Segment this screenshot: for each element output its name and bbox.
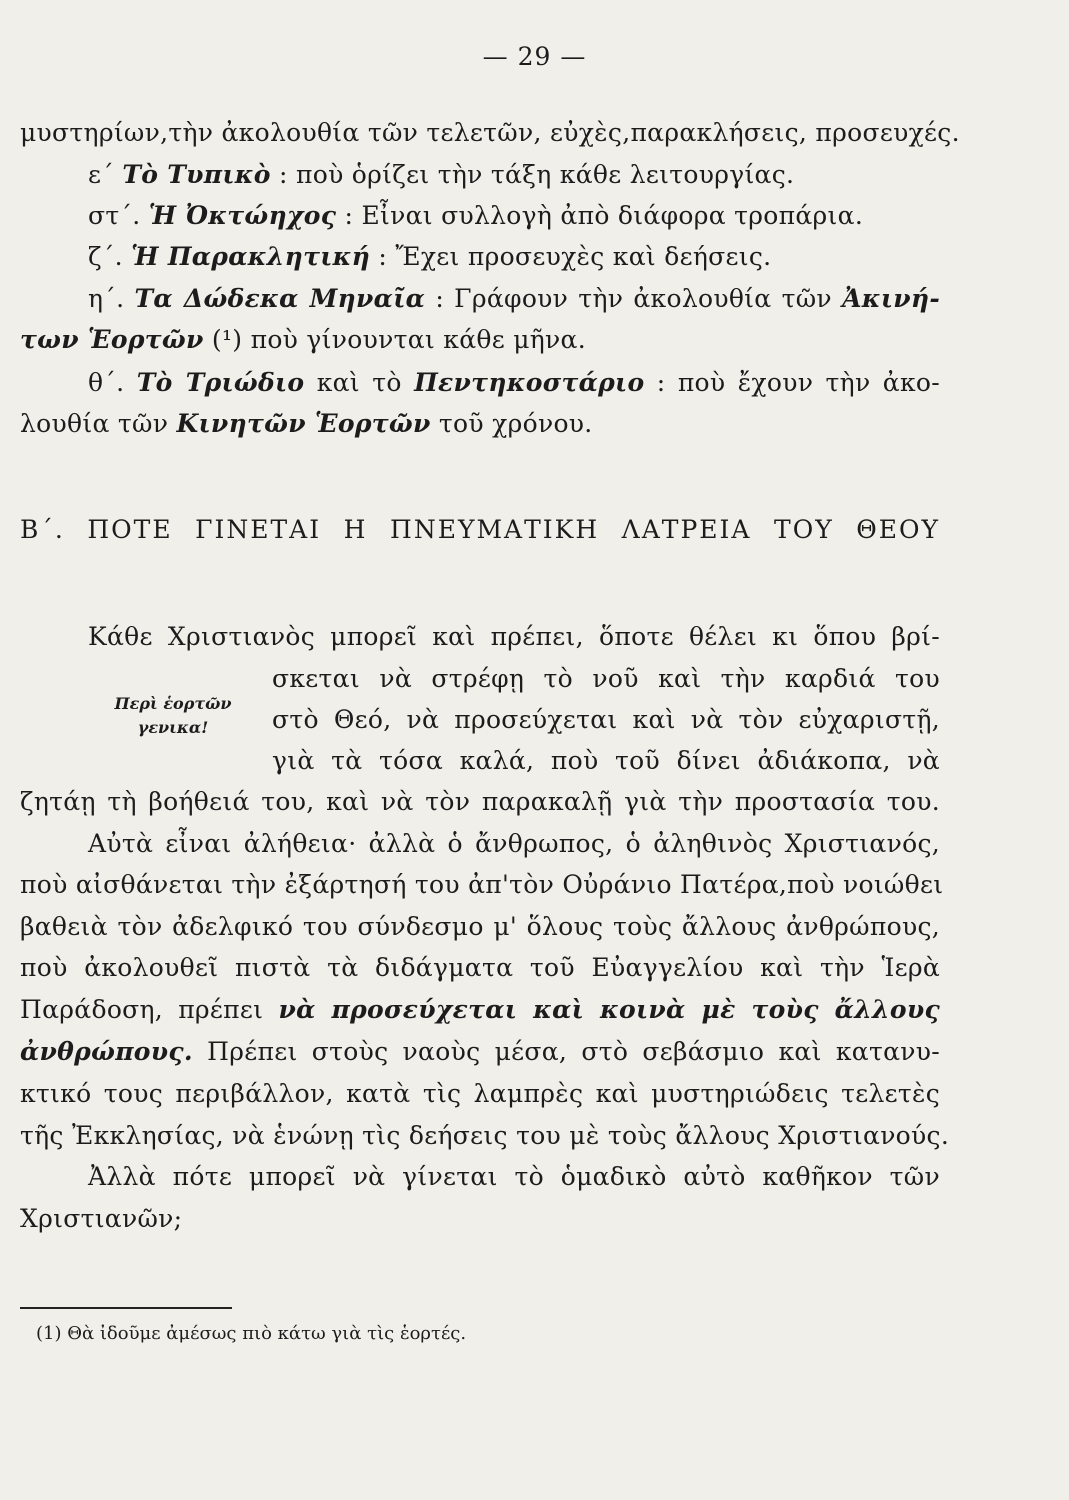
list-item-z: [88, 242, 771, 272]
paragraph-line: γιὰ τὰ τόσα καλά, ποὺ τοῦ δίνει ἀδιάκοπα, νὰ: [272, 746, 940, 775]
book-title: Κινητῶν Ἑορτῶν: [176, 409, 431, 438]
item-text: : ποὺ ἔχουν τὴν ἀκο-: [656, 368, 940, 397]
item-text: (¹) ποὺ γίνουνται κάθε μῆνα.: [211, 325, 586, 354]
margin-note-line: Περὶ ἑορτῶν: [114, 694, 232, 713]
item-marker: ζ΄.: [88, 242, 123, 271]
paragraph-line: βαθειὰ τὸν ἀδελφικό του σύνδεσμο μ' ὅλους τοὺς ἄλλους ἀνθρώπους,: [20, 912, 940, 941]
item-marker: ε΄: [88, 160, 115, 189]
emphasis-text: ἀνθρώπους.: [20, 1037, 193, 1066]
item-text: : Γράφουν τὴν ἀκολουθία τῶν: [435, 284, 832, 313]
book-title: Ἡ Παρακλητική: [131, 242, 371, 271]
list-item-h-cont: [20, 325, 586, 355]
book-title: Πεντηκοστάριο: [414, 368, 645, 397]
paragraph-line: Ἀλλὰ πότε μπορεῖ νὰ γίνεται τὸ ὁμαδικὸ αὐτὸ καθῆκον τῶν: [88, 1162, 940, 1191]
paragraph-line: ζητάῃ τὴ βοήθειά του, καὶ νὰ τὸν παρακαλῇ γιὰ τὴν προστασία του.: [20, 787, 940, 816]
paragraph-line: [20, 995, 940, 1025]
section-heading: Β΄. ΠΟΤΕ ΓΙΝΕΤΑΙ Η ΠΝΕΥΜΑΤΙΚΗ ΛΑΤΡΕΙΑ ΤΟΥ ΘΕΟΥ: [20, 515, 940, 544]
item-marker: θ΄.: [88, 368, 125, 397]
paragraph-line: ποὺ αἰσθάνεται τὴν ἐξάρτησή του ἀπ'τὸν Οὐράνιο Πατέρα,ποὺ νοιώθει: [20, 870, 944, 899]
paragraph-line: τῆς Ἐκκλησίας, νὰ ἑνώνῃ τὶς δεήσεις του μὲ τοὺς ἄλλους Χριστιανούς.: [20, 1121, 950, 1150]
footnote-rule: [20, 1307, 232, 1309]
paragraph-line: ποὺ ἀκολουθεῖ πιστὰ τὰ διδάγματα τοῦ Εὐαγγελίου καὶ τὴν Ἱερὰ: [20, 953, 940, 982]
paragraph-line: στὸ Θεό, νὰ προσεύχεται καὶ νὰ τὸν εὐχαριστῇ,: [272, 705, 940, 734]
paragraph-line: Αὐτὰ εἶναι ἀλήθεια· ἀλλὰ ὁ ἄνθρωπος, ὁ ἀληθινὸς Χριστιανός,: [88, 829, 940, 858]
list-line-continuation: μυστηρίων,τὴν ἀκολουθία τῶν τελετῶν, εὐχὲς,παρακλήσεις, προσευχές.: [20, 118, 960, 147]
paragraph-line: Χριστιανῶν;: [20, 1204, 183, 1233]
book-title: Τὸ Τυπικὸ: [122, 160, 271, 189]
item-text: τοῦ χρόνου.: [438, 409, 593, 438]
item-text: : Εἶναι συλλογὴ ἀπὸ διάφορα τροπάρια.: [344, 201, 864, 230]
book-title: Ἀκινή-: [842, 284, 941, 313]
paragraph-text: Παράδοση, πρέπει: [20, 995, 264, 1024]
emphasis-text: νὰ προσεύχεται καὶ κοινὰ μὲ τοὺς ἄλλους: [278, 995, 940, 1024]
margin-note: [88, 692, 258, 740]
item-text: λουθία τῶν: [20, 409, 169, 438]
book-title: Ἡ Ὀκτώηχος: [148, 201, 337, 230]
page-number: — 29 —: [482, 42, 587, 71]
item-marker: η΄.: [88, 284, 125, 313]
list-item-th-cont: [20, 409, 593, 439]
book-title: Τα Δώδεκα Μηναῖα: [134, 284, 426, 313]
item-marker: στ΄.: [88, 201, 141, 230]
list-item-th: [88, 368, 940, 398]
paragraph-text: Πρέπει στοὺς ναοὺς μέσα, στὸ σεβάσμιο καὶ κατανυ-: [207, 1037, 941, 1066]
paragraph-line: [20, 1037, 940, 1067]
footnote: (1) Θὰ ἰδοῦμε ἀμέσως πιὸ κάτω γιὰ τὶς ἑορτές.: [36, 1323, 467, 1344]
margin-note-line: γενικα!: [137, 718, 209, 737]
list-item-h: [88, 284, 940, 314]
item-text: καὶ τὸ: [316, 368, 402, 397]
item-text: : ποὺ ὁρίζει τὴν τάξη κάθε λειτουργίας.: [279, 160, 795, 189]
list-item-st: [88, 201, 863, 231]
item-text: : Ἔχει προσευχὲς καὶ δεήσεις.: [378, 242, 772, 271]
book-title: των Ἑορτῶν: [20, 325, 204, 354]
paragraph-line: Κάθε Χριστιανὸς μπορεῖ καὶ πρέπει, ὅποτε θέλει κι ὅπου βρί-: [88, 622, 940, 651]
book-title: Τὸ Τριώδιο: [136, 368, 305, 397]
paragraph-line: σκεται νὰ στρέφῃ τὸ νοῦ καὶ τὴν καρδιά του: [272, 664, 940, 693]
list-item-e: [88, 160, 794, 190]
paragraph-line: κτικό τους περιβάλλον, κατὰ τὶς λαμπρὲς καὶ μυστηριώδεις τελετὲς: [20, 1079, 940, 1108]
